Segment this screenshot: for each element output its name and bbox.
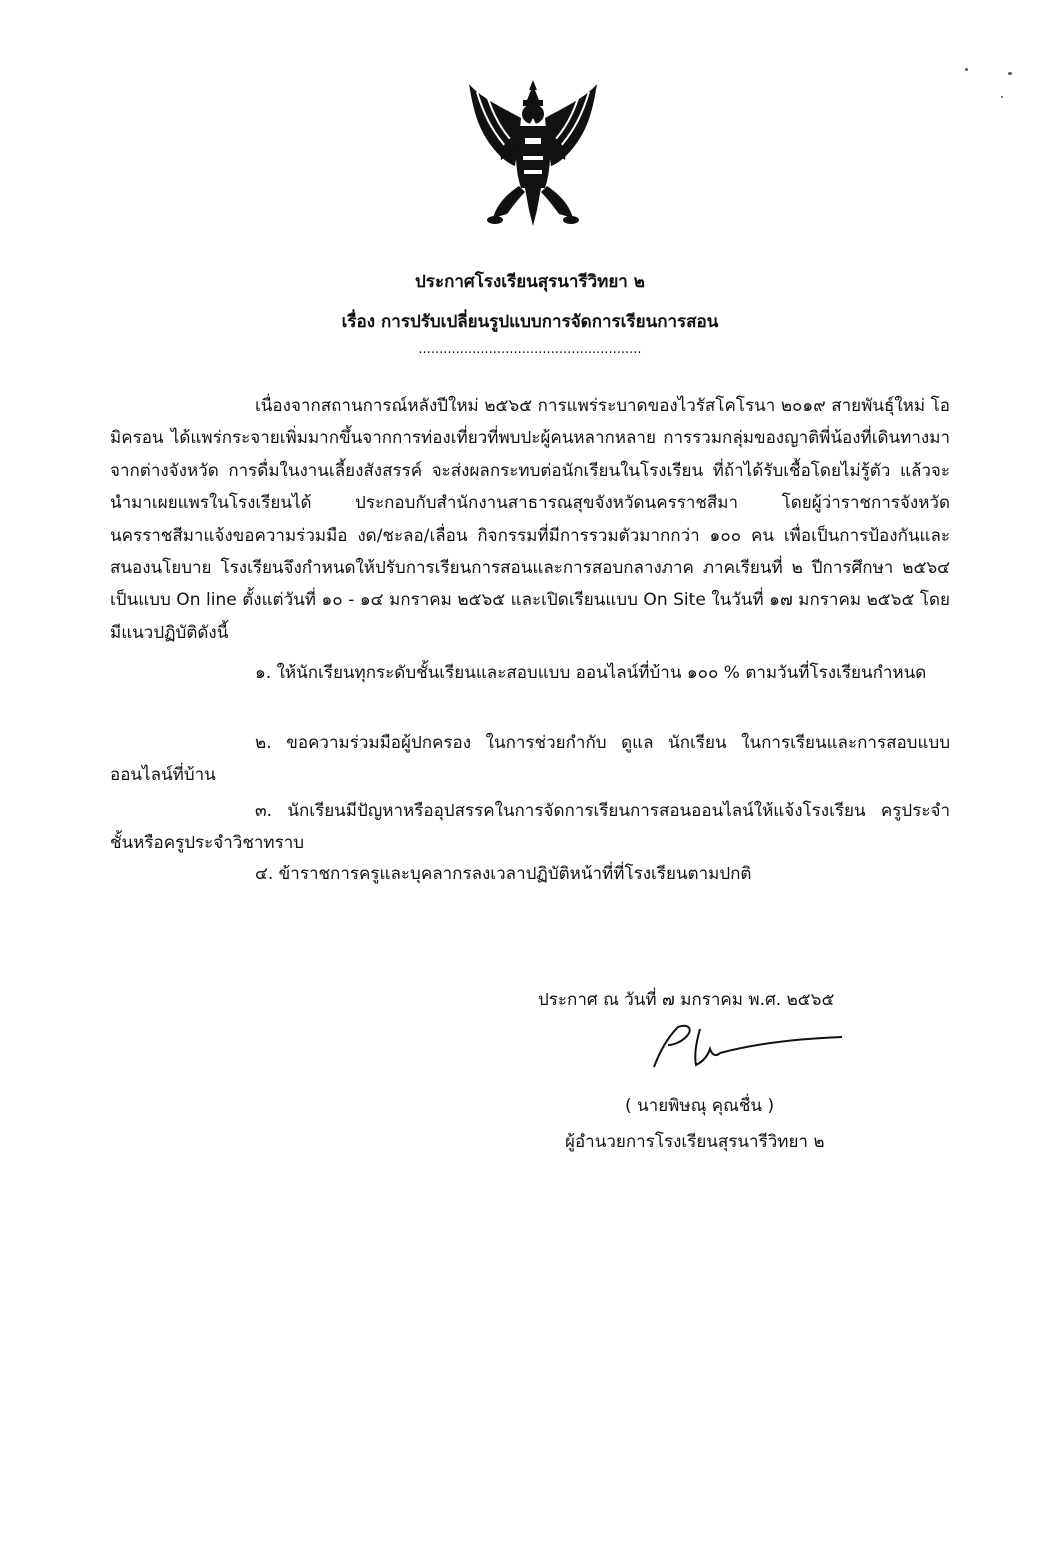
- scan-speck: [1008, 72, 1012, 75]
- garuda-emblem-icon: [463, 78, 603, 228]
- announcement-date: ประกาศ ณ วันที่ ๗ มกราคม พ.ศ. ๒๕๖๕: [538, 990, 835, 1010]
- list-item: ๑. ให้นักเรียนทุกระดับชั้นเรียนและสอบแบบ ออนไลน์ที่บ้าน ๑๐๐ % ตามวันที่โรงเรียนกำหนด: [255, 663, 927, 683]
- list-item: ๒. ขอความร่วมมือผู้ปกครอง ในการช่วยกำกับ ดูแล นักเรียน ในการเรียนและการสอบแบบออนไลน์ที่บ้าน: [110, 733, 950, 786]
- scan-speck: [1001, 96, 1003, 98]
- main-paragraph: เนื่องจากสถานการณ์หลังปีใหม่ ๒๕๖๕ การแพร่ระบาดของไวรัสโคโรนา ๒๐๑๙ สายพันธุ์ใหม่ โอมิครอน ได้แพร่กระจายเพิ่มมากขึ้นจากการท่องเที่ยวที่พบปะผู้คนหลากหลาย การรวมกลุ่มของญาติพี่น้องที่เดินทางมาจากต่างจังหวัด การดื่มในงานเลี้ยงสังสรรค์ จะส่งผลกระทบต่อนักเรียนในโรงเรียน ที่ถ้าได้รับเชื้อโดยไม่รู้ตัว แล้วจะนำมาเผยแพรในโรงเรียนได้ ประกอบกับสำนักงานสาธารณสุขจังหวัดนครราชสีมา โดยผู้ว่าราชการจังหวัดนครราชสีมาแจ้งขอความร่วมมือ งด/ชะลอ/เลื่อน กิจกรรมที่มีการรวมตัวมากกว่า ๑๐๐ คน เพื่อเป็นการป้องกันและสนองนโยบาย โรงเรียนจึงกำหนดให้ปรับการเรียนการสอนและการสอบกลางภาค ภาคเรียนที่ ๒ ปีการศึกษา ๒๕๖๔ เป็นแบบ On line ตั้งแต่วันที่ ๑๐ - ๑๔ มกราคม ๒๕๖๕ และเปิดเรียนแบบ On Site ในวันที่ ๑๗ มกราคม ๒๕๖๕ โดยมีแนวปฏิบัติดังนี้: [110, 396, 950, 643]
- list-item: ๓. นักเรียนมีปัญหาหรืออุปสรรคในการจัดการเรียนการสอนออนไลน์ให้แจ้งโรงเรียน ครูประจำชั้นหรือครูประจำวิชาทราบ: [110, 801, 950, 854]
- announcement-subject: เรื่อง การปรับเปลี่ยนรูปแบบการจัดการเรียนการสอน: [341, 312, 719, 332]
- signer-name: ( นายพิษณุ คุณชื่น ): [625, 1096, 775, 1116]
- title-divider: ......................................................: [418, 342, 642, 357]
- signature-icon: [650, 1015, 850, 1085]
- scan-speck: [965, 68, 968, 71]
- announcement-title: ประกาศโรงเรียนสุรนารีวิทยา ๒: [415, 272, 645, 292]
- list-item: ๔. ข้าราชการครูและบุคลากรลงเวลาปฏิบัติหน้าที่ที่โรงเรียนตามปกติ: [255, 864, 752, 884]
- signer-position: ผู้อำนวยการโรงเรียนสุรนารีวิทยา ๒: [565, 1132, 825, 1152]
